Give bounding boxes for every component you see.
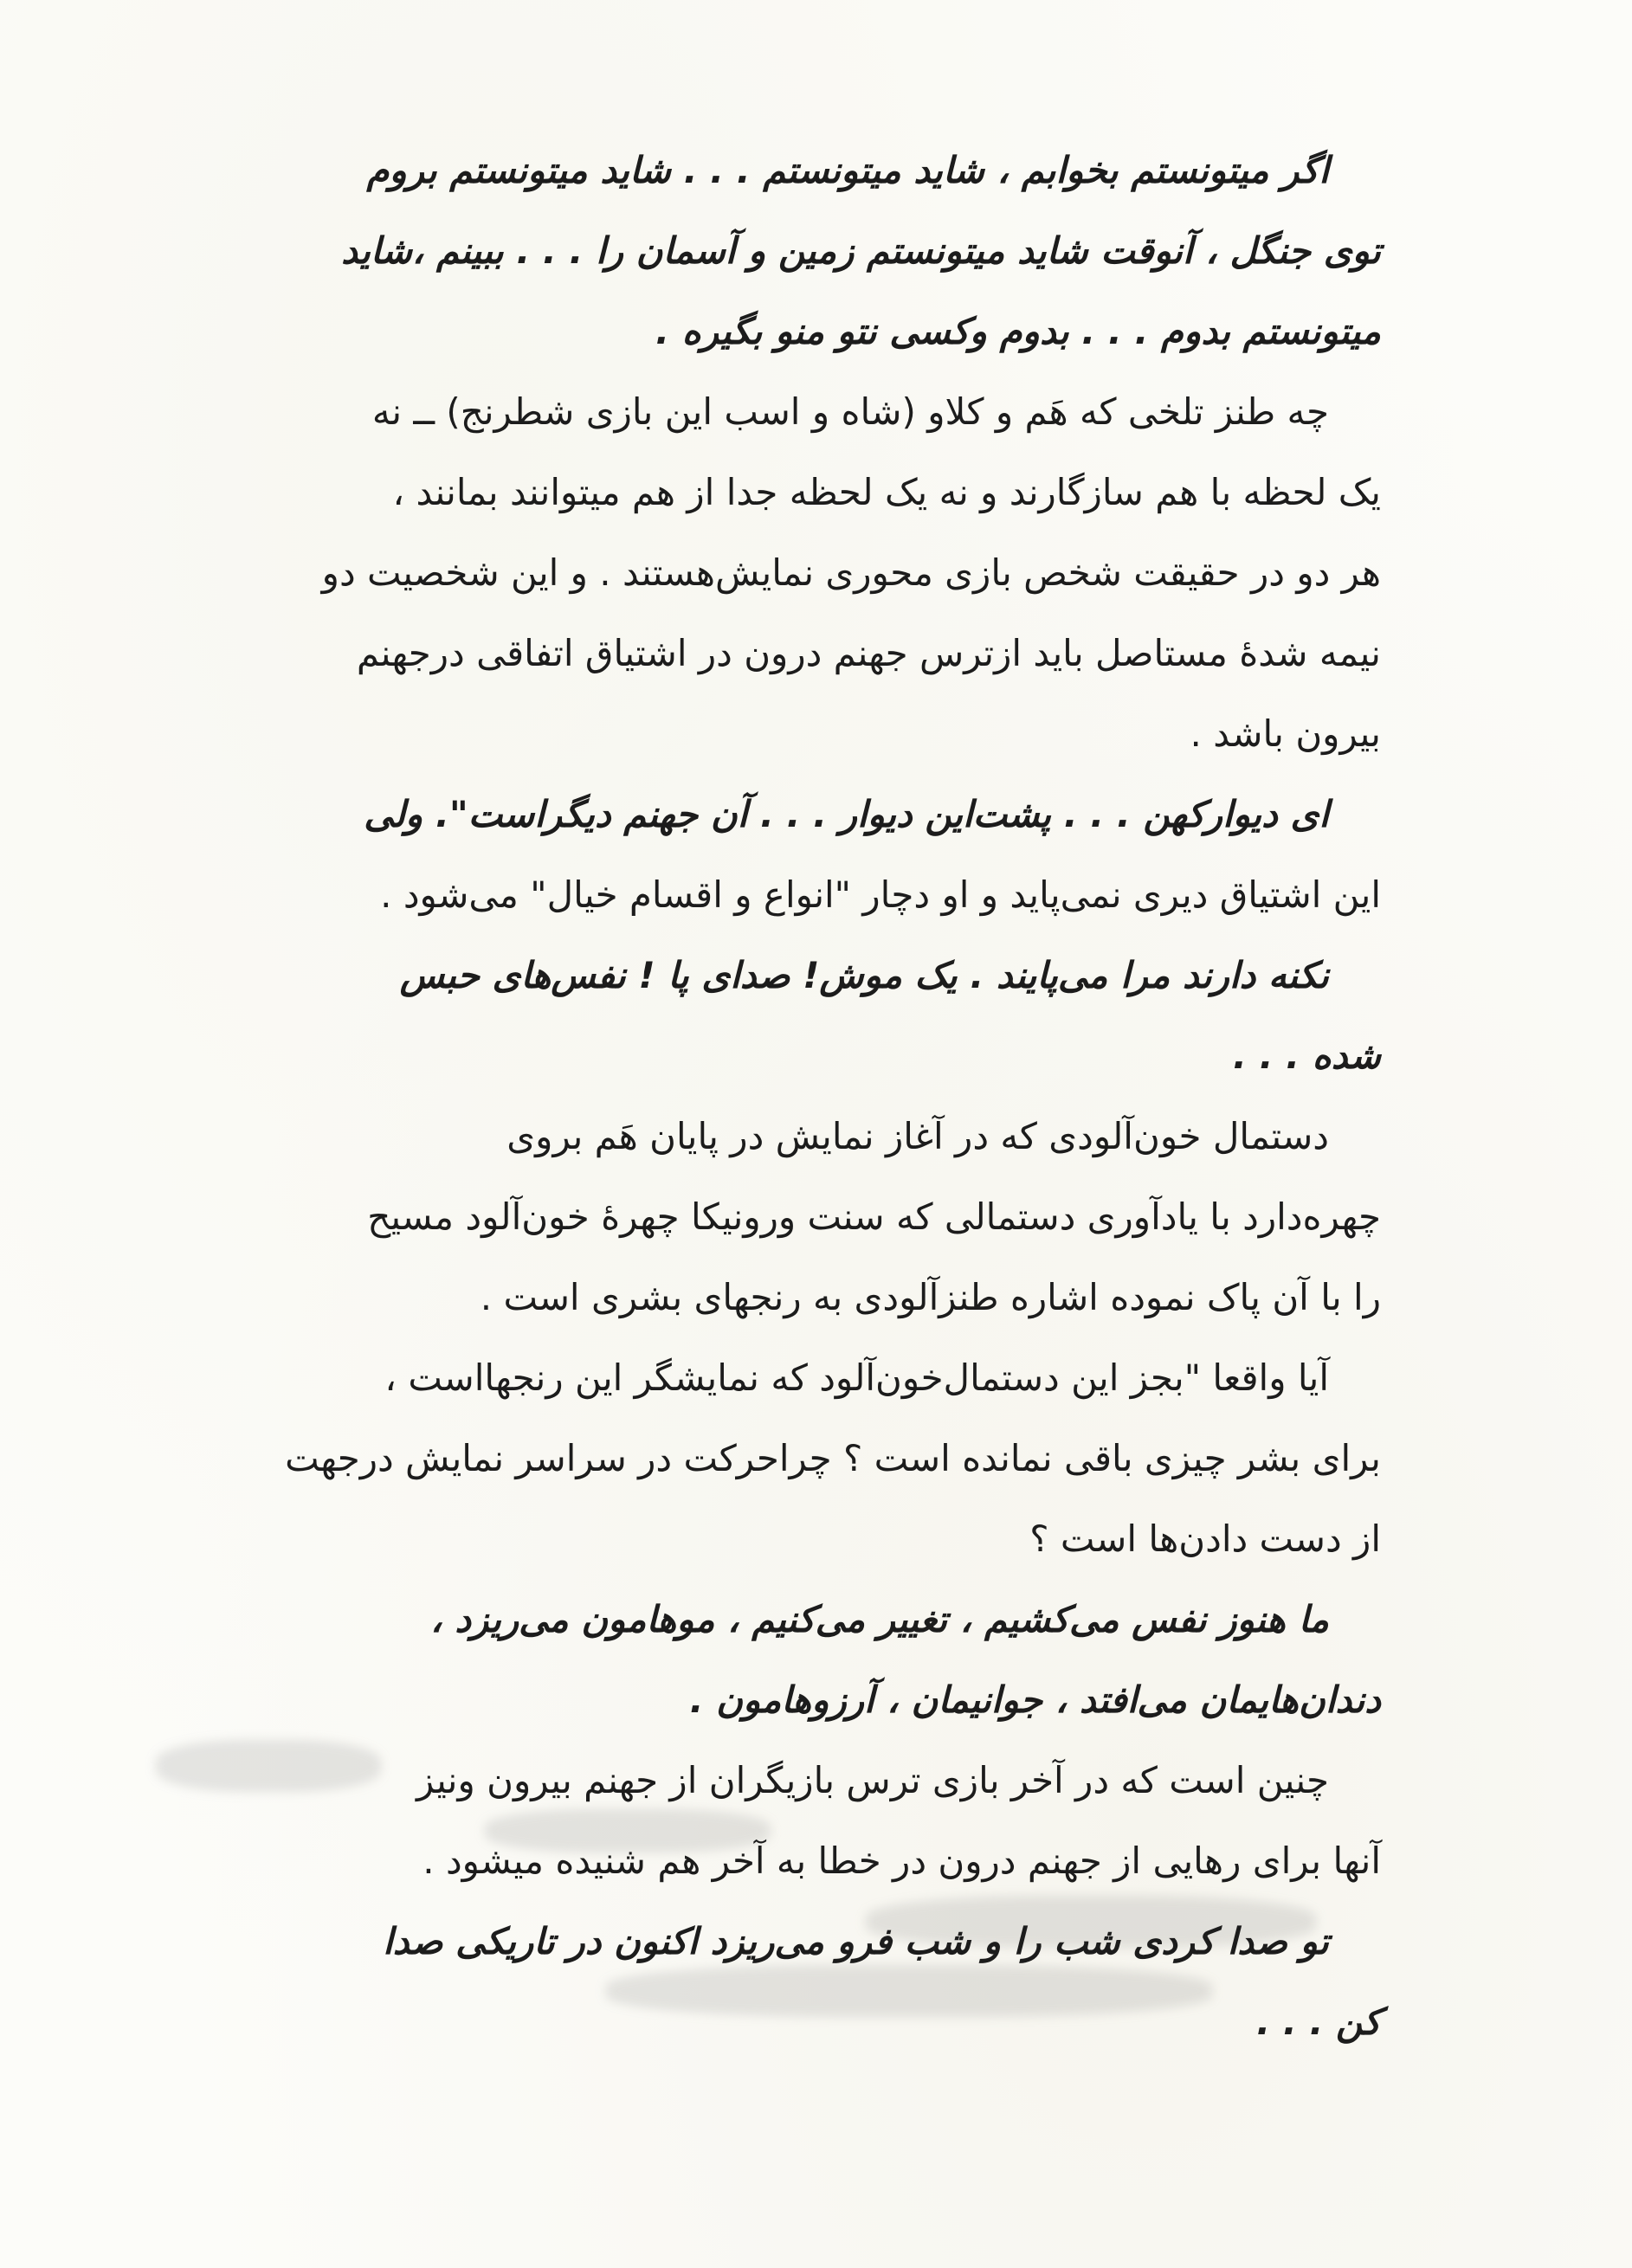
text-line: توی جنگل ، آنوقت شاید میتونستم زمین و آسمان را . . . ببینم ،شاید bbox=[341, 229, 1381, 272]
text-line: ما هنوز نفس می‌کشیم ، تغییر می‌کنیم ، موهامون می‌ریزد ، bbox=[430, 1598, 1329, 1640]
paragraph-5 bbox=[100, 1096, 1381, 1337]
text-line: آیا واقعا "بجز این دستمال‌خون‌آلود که نمایشگر این رنجهااست ، bbox=[384, 1356, 1329, 1399]
text-line: برای بشر چیزی باقی نمانده است ؟ چراحرکت در سراسر نمایش درجهت bbox=[285, 1437, 1381, 1479]
text-line: اگر میتونستم بخوابم ، شاید میتونستم . . . شاید میتونستم بروم bbox=[366, 149, 1329, 191]
text-line: هر دو در حقیقت شخص بازی محوری نمایش‌هستند . و این شخصیت دو bbox=[321, 551, 1381, 594]
paragraph-2 bbox=[100, 371, 1381, 774]
text-line: چنین است که در آخر بازی ترس بازیگران از جهنم بیرون ونیز bbox=[416, 1759, 1329, 1801]
paragraph-4 bbox=[100, 935, 1381, 1096]
text-line: از دست دادن‌ها است ؟ bbox=[1029, 1517, 1381, 1560]
text-line: بیرون باشد . bbox=[1190, 712, 1381, 755]
paragraph-6 bbox=[100, 1337, 1381, 1579]
text-line: تو صدا کردی شب را و شب فرو می‌ریزد اکنون در تاریکی صدا bbox=[383, 1920, 1329, 1962]
text-line: شده . . . bbox=[1233, 1034, 1381, 1077]
text-line: نکنه دارند مرا می‌پایند . یک موش! صدای پا ! نفس‌های حبس bbox=[399, 954, 1329, 996]
text-line: یک لحظه با هم سازگارند و نه یک لحظه جدا از هم میتوانند بمانند ، bbox=[392, 471, 1381, 513]
paragraph-9 bbox=[100, 1901, 1381, 2062]
text-line: چه طنز تلخی که هَم و کلاو (شاه و اسب این بازی شطرنج) ــ نه bbox=[371, 390, 1329, 433]
text-line: را با آن پاک نموده اشاره طنزآلودی به رنجهای بشری است . bbox=[480, 1276, 1381, 1318]
paragraph-3 bbox=[100, 774, 1381, 935]
text-line: چهره‌دارد با یادآوری دستمالی که سنت ورونیکا چهرهٔ خون‌آلود مسیح bbox=[367, 1195, 1381, 1238]
paragraph-7 bbox=[100, 1579, 1381, 1740]
text-line: کن . . . bbox=[1256, 2001, 1381, 2043]
text-line: دستمال خون‌آلودی که در آغاز نمایش در پایان هَم بروی bbox=[506, 1115, 1329, 1157]
body-text bbox=[100, 130, 1381, 2062]
text-line: این اشتیاق دیری نمی‌پاید و او دچار "انواع و اقسام خیال" می‌شود . bbox=[380, 873, 1381, 916]
text-line: دندان‌هایمان می‌افتد ، جوانیمان ، آرزوهامون . bbox=[689, 1678, 1381, 1721]
text-line: آنها برای رهایی از جهنم درون در خطا به آخر هم شنیده میشود . bbox=[423, 1840, 1381, 1882]
text-line: میتونستم بدوم . . . بدوم وکسی نتو منو بگیره . bbox=[655, 310, 1381, 352]
paragraph-1 bbox=[100, 130, 1381, 371]
text-line: ای دیوارکهن . . . پشت‌این دیوار . . . آن جهنم دیگراست‌". ولی bbox=[364, 793, 1329, 835]
paragraph-8 bbox=[100, 1740, 1381, 1901]
text-line: نیمه شدهٔ مستاصل باید ازترس جهنم درون در اشتیاق اتفاقی درجهنم bbox=[356, 632, 1381, 674]
